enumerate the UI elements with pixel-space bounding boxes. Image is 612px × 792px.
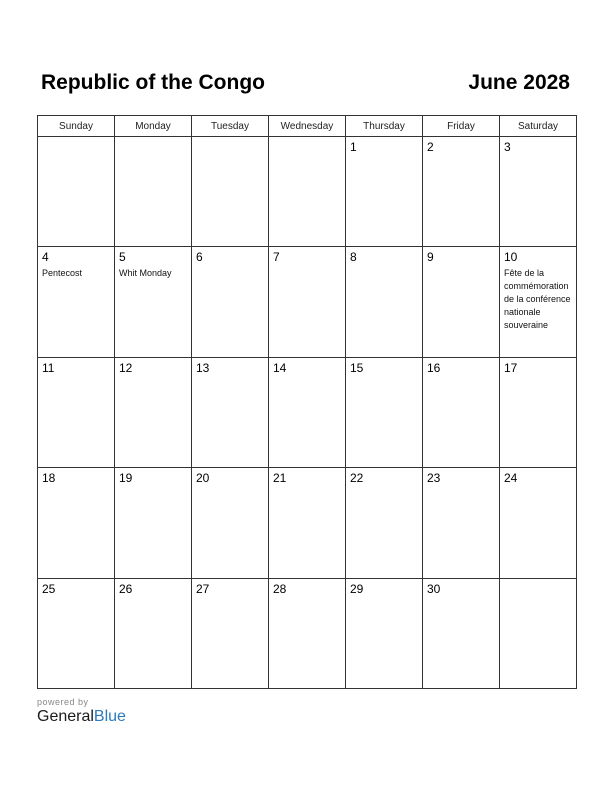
week-row	[38, 578, 577, 688]
weekday-header: Wednesday	[269, 116, 346, 137]
day-number: 2	[427, 140, 434, 154]
day-number: 18	[42, 471, 56, 486]
day-cell	[423, 357, 500, 467]
weekday-header: Friday	[423, 116, 500, 137]
logo-general-text: General	[37, 708, 94, 725]
day-cell	[192, 247, 269, 357]
day-number: 13	[196, 360, 210, 375]
day-cell	[115, 578, 192, 688]
day-number: 14	[273, 360, 287, 375]
day-number: 28	[273, 581, 287, 596]
week-row	[38, 468, 577, 578]
day-cell	[38, 247, 115, 357]
weekday-header: Thursday	[346, 116, 423, 137]
day-cell	[346, 247, 423, 357]
day-cell	[115, 468, 192, 578]
calendar-grid	[37, 115, 577, 689]
day-cell	[500, 247, 577, 357]
holiday-label: Fête de la commémoration de la conférence nationale souveraine	[504, 268, 571, 331]
day-number: 6	[196, 250, 203, 265]
day-cell	[38, 357, 115, 467]
generalblue-logo[interactable]	[37, 708, 126, 726]
day-cell	[500, 357, 577, 467]
day-cell	[269, 247, 346, 357]
day-cell	[269, 357, 346, 467]
day-number: 12	[119, 360, 133, 375]
day-number: 4	[42, 250, 49, 265]
day-number: 15	[350, 360, 364, 375]
day-cell	[192, 137, 269, 247]
day-cell	[423, 468, 500, 578]
day-number: 9	[427, 250, 434, 265]
day-cell	[500, 578, 577, 688]
day-cell	[423, 247, 500, 357]
day-number: 27	[196, 581, 210, 596]
day-number: 20	[196, 471, 210, 486]
weekday-header: Sunday	[38, 116, 115, 137]
day-number: 1	[350, 140, 357, 154]
day-cell	[423, 137, 500, 247]
footer-branding	[37, 697, 126, 726]
day-cell	[423, 578, 500, 688]
day-number: 8	[350, 250, 357, 265]
day-cell	[269, 137, 346, 247]
day-cell	[346, 357, 423, 467]
day-cell	[192, 468, 269, 578]
powered-by-label: powered by	[37, 697, 89, 707]
weekday-header: Monday	[115, 116, 192, 137]
day-number: 7	[273, 250, 280, 265]
day-cell	[38, 468, 115, 578]
day-cell	[500, 468, 577, 578]
day-number: 21	[273, 471, 287, 486]
weekday-header: Tuesday	[192, 116, 269, 137]
day-cell	[115, 357, 192, 467]
day-cell	[346, 468, 423, 578]
day-cell	[269, 468, 346, 578]
day-number: 30	[427, 581, 441, 596]
day-number: 3	[504, 140, 511, 154]
day-number: 25	[42, 581, 56, 596]
day-cell	[192, 578, 269, 688]
day-number: 10	[504, 250, 518, 265]
day-cell	[38, 578, 115, 688]
day-number: 24	[504, 471, 518, 486]
day-cell	[500, 137, 577, 247]
holiday-label: Whit Monday	[119, 268, 172, 279]
day-cell	[115, 137, 192, 247]
day-number: 26	[119, 581, 133, 596]
day-cell	[38, 137, 115, 247]
day-number: 23	[427, 471, 441, 486]
week-row	[38, 247, 577, 357]
day-number: 22	[350, 471, 364, 486]
day-cell	[346, 137, 423, 247]
day-number: 11	[42, 360, 55, 375]
day-cell	[192, 357, 269, 467]
calendar-month-title: June 2028	[468, 71, 570, 94]
day-cell	[346, 578, 423, 688]
weekday-header: Saturday	[500, 116, 577, 137]
week-row	[38, 357, 577, 467]
day-number: 17	[504, 360, 518, 375]
week-row	[38, 137, 577, 247]
day-cell	[269, 578, 346, 688]
day-number: 16	[427, 360, 441, 375]
day-number: 19	[119, 471, 133, 486]
weekday-header-row	[38, 116, 577, 137]
logo-blue-text: Blue	[93, 708, 126, 725]
calendar-country-title: Republic of the Congo	[41, 71, 265, 94]
holiday-label: Pentecost	[42, 268, 83, 279]
day-number: 29	[350, 581, 364, 596]
day-cell	[115, 247, 192, 357]
day-number: 5	[119, 250, 126, 265]
